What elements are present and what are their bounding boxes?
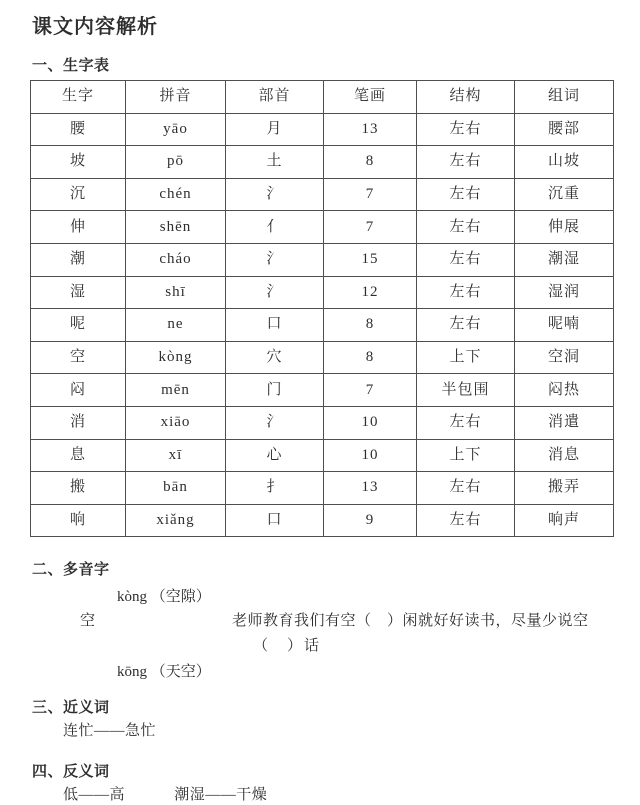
vocab-table-header-row — [31, 81, 614, 114]
table-row — [31, 146, 614, 179]
table-cell: 扌 — [226, 472, 324, 505]
column-header: 拼音 — [126, 81, 226, 114]
page-title: 课文内容解析 — [32, 16, 158, 38]
table-cell: 响声 — [515, 504, 614, 537]
table-row — [31, 276, 614, 309]
table-cell: cháo — [126, 243, 226, 276]
table-cell: 口 — [226, 504, 324, 537]
table-cell: 月 — [226, 113, 324, 146]
table-cell: 湿 — [31, 276, 126, 309]
column-header: 部首 — [226, 81, 324, 114]
table-cell: 氵 — [226, 406, 324, 439]
polyphonic-example-sentence-cont: （ ）话 — [253, 638, 322, 655]
table-cell: shī — [126, 276, 226, 309]
table-row — [31, 243, 614, 276]
table-cell: 7 — [324, 211, 417, 244]
table-cell: bān — [126, 472, 226, 505]
table-cell: 氵 — [226, 178, 324, 211]
section-heading-vocab: 一、生字表 — [32, 58, 110, 74]
table-cell: xiāo — [126, 406, 226, 439]
table-cell: 左右 — [417, 276, 515, 309]
table-cell: 13 — [324, 113, 417, 146]
table-cell: 左右 — [417, 113, 515, 146]
vocab-table — [30, 80, 614, 537]
table-cell: 消息 — [515, 439, 614, 472]
table-cell: 12 — [324, 276, 417, 309]
table-cell: 响 — [31, 504, 126, 537]
polyphonic-block — [30, 587, 613, 682]
antonym-pair-1: 低——高 — [63, 787, 126, 804]
table-cell: 左右 — [417, 472, 515, 505]
antonym-pairs — [63, 785, 613, 805]
table-cell: 呢喃 — [515, 309, 614, 342]
polyphonic-example-sentence: 老师教育我们有空（ ）闲就好好读书，尽量少说空 — [232, 613, 589, 630]
table-cell: 10 — [324, 406, 417, 439]
table-cell: 口 — [226, 309, 324, 342]
section-heading-polyphonic: 二、多音字 — [32, 562, 110, 579]
vocab-table-body — [31, 113, 614, 537]
table-cell: 穴 — [226, 341, 324, 374]
table-cell: ne — [126, 309, 226, 342]
table-cell: 10 — [324, 439, 417, 472]
table-cell: xī — [126, 439, 226, 472]
table-row — [31, 341, 614, 374]
table-cell: 上下 — [417, 341, 515, 374]
table-cell: 潮湿 — [515, 243, 614, 276]
table-row — [31, 211, 614, 244]
table-cell: 沉重 — [515, 178, 614, 211]
table-cell: 坡 — [31, 146, 126, 179]
table-cell: 息 — [31, 439, 126, 472]
table-cell: 伸 — [31, 211, 126, 244]
polyphonic-reading-1: kòng （空隙） — [117, 589, 211, 606]
table-cell: 湿润 — [515, 276, 614, 309]
column-header: 结构 — [417, 81, 515, 114]
table-row — [31, 406, 614, 439]
table-cell: 呢 — [31, 309, 126, 342]
table-cell: 左右 — [417, 146, 515, 179]
table-cell: 空洞 — [515, 341, 614, 374]
column-header: 组词 — [515, 81, 614, 114]
table-cell: 左右 — [417, 178, 515, 211]
table-row — [31, 439, 614, 472]
table-row — [31, 178, 614, 211]
table-cell: kòng — [126, 341, 226, 374]
table-cell: 搬 — [31, 472, 126, 505]
table-cell: 心 — [226, 439, 324, 472]
table-cell: 门 — [226, 374, 324, 407]
table-cell: 左右 — [417, 309, 515, 342]
table-cell: yāo — [126, 113, 226, 146]
table-cell: 山坡 — [515, 146, 614, 179]
polyphonic-main-line — [30, 611, 613, 631]
synonym-pair: 连忙——急忙 — [63, 723, 157, 740]
table-cell: 7 — [324, 374, 417, 407]
column-header: 生字 — [31, 81, 126, 114]
table-cell: 消 — [31, 406, 126, 439]
polyphonic-reading-2: kōng （天空） — [117, 664, 211, 681]
table-row — [31, 113, 614, 146]
table-cell: 8 — [324, 341, 417, 374]
antonym-pair-2: 潮湿——干燥 — [174, 787, 268, 804]
table-cell: 闷 — [31, 374, 126, 407]
table-cell: 15 — [324, 243, 417, 276]
table-cell: 消遣 — [515, 406, 614, 439]
table-cell: 潮 — [31, 243, 126, 276]
table-cell: 8 — [324, 309, 417, 342]
table-cell: 左右 — [417, 211, 515, 244]
polyphonic-char: 空 — [80, 613, 96, 630]
table-row — [31, 472, 614, 505]
table-cell: 空 — [31, 341, 126, 374]
column-header: 笔画 — [324, 81, 417, 114]
table-cell: 亻 — [226, 211, 324, 244]
table-row — [31, 504, 614, 537]
table-cell: 左右 — [417, 504, 515, 537]
table-cell: 左右 — [417, 406, 515, 439]
table-cell: 9 — [324, 504, 417, 537]
table-cell: 搬弄 — [515, 472, 614, 505]
table-row — [31, 374, 614, 407]
table-cell: 闷热 — [515, 374, 614, 407]
table-cell: 氵 — [226, 243, 324, 276]
table-cell: shēn — [126, 211, 226, 244]
table-cell: 左右 — [417, 243, 515, 276]
section-heading-antonyms: 四、反义词 — [32, 764, 110, 781]
table-cell: 伸展 — [515, 211, 614, 244]
table-cell: 7 — [324, 178, 417, 211]
table-cell: chén — [126, 178, 226, 211]
table-cell: 氵 — [226, 276, 324, 309]
table-row — [31, 309, 614, 342]
table-cell: 8 — [324, 146, 417, 179]
table-cell: 沉 — [31, 178, 126, 211]
table-cell: 半包围 — [417, 374, 515, 407]
table-cell: 上下 — [417, 439, 515, 472]
table-cell: mēn — [126, 374, 226, 407]
table-cell: 13 — [324, 472, 417, 505]
table-cell: pō — [126, 146, 226, 179]
section-heading-synonyms: 三、近义词 — [32, 700, 110, 717]
table-cell: 腰 — [31, 113, 126, 146]
table-cell: xiǎng — [126, 504, 226, 537]
table-cell: 土 — [226, 146, 324, 179]
table-cell: 腰部 — [515, 113, 614, 146]
